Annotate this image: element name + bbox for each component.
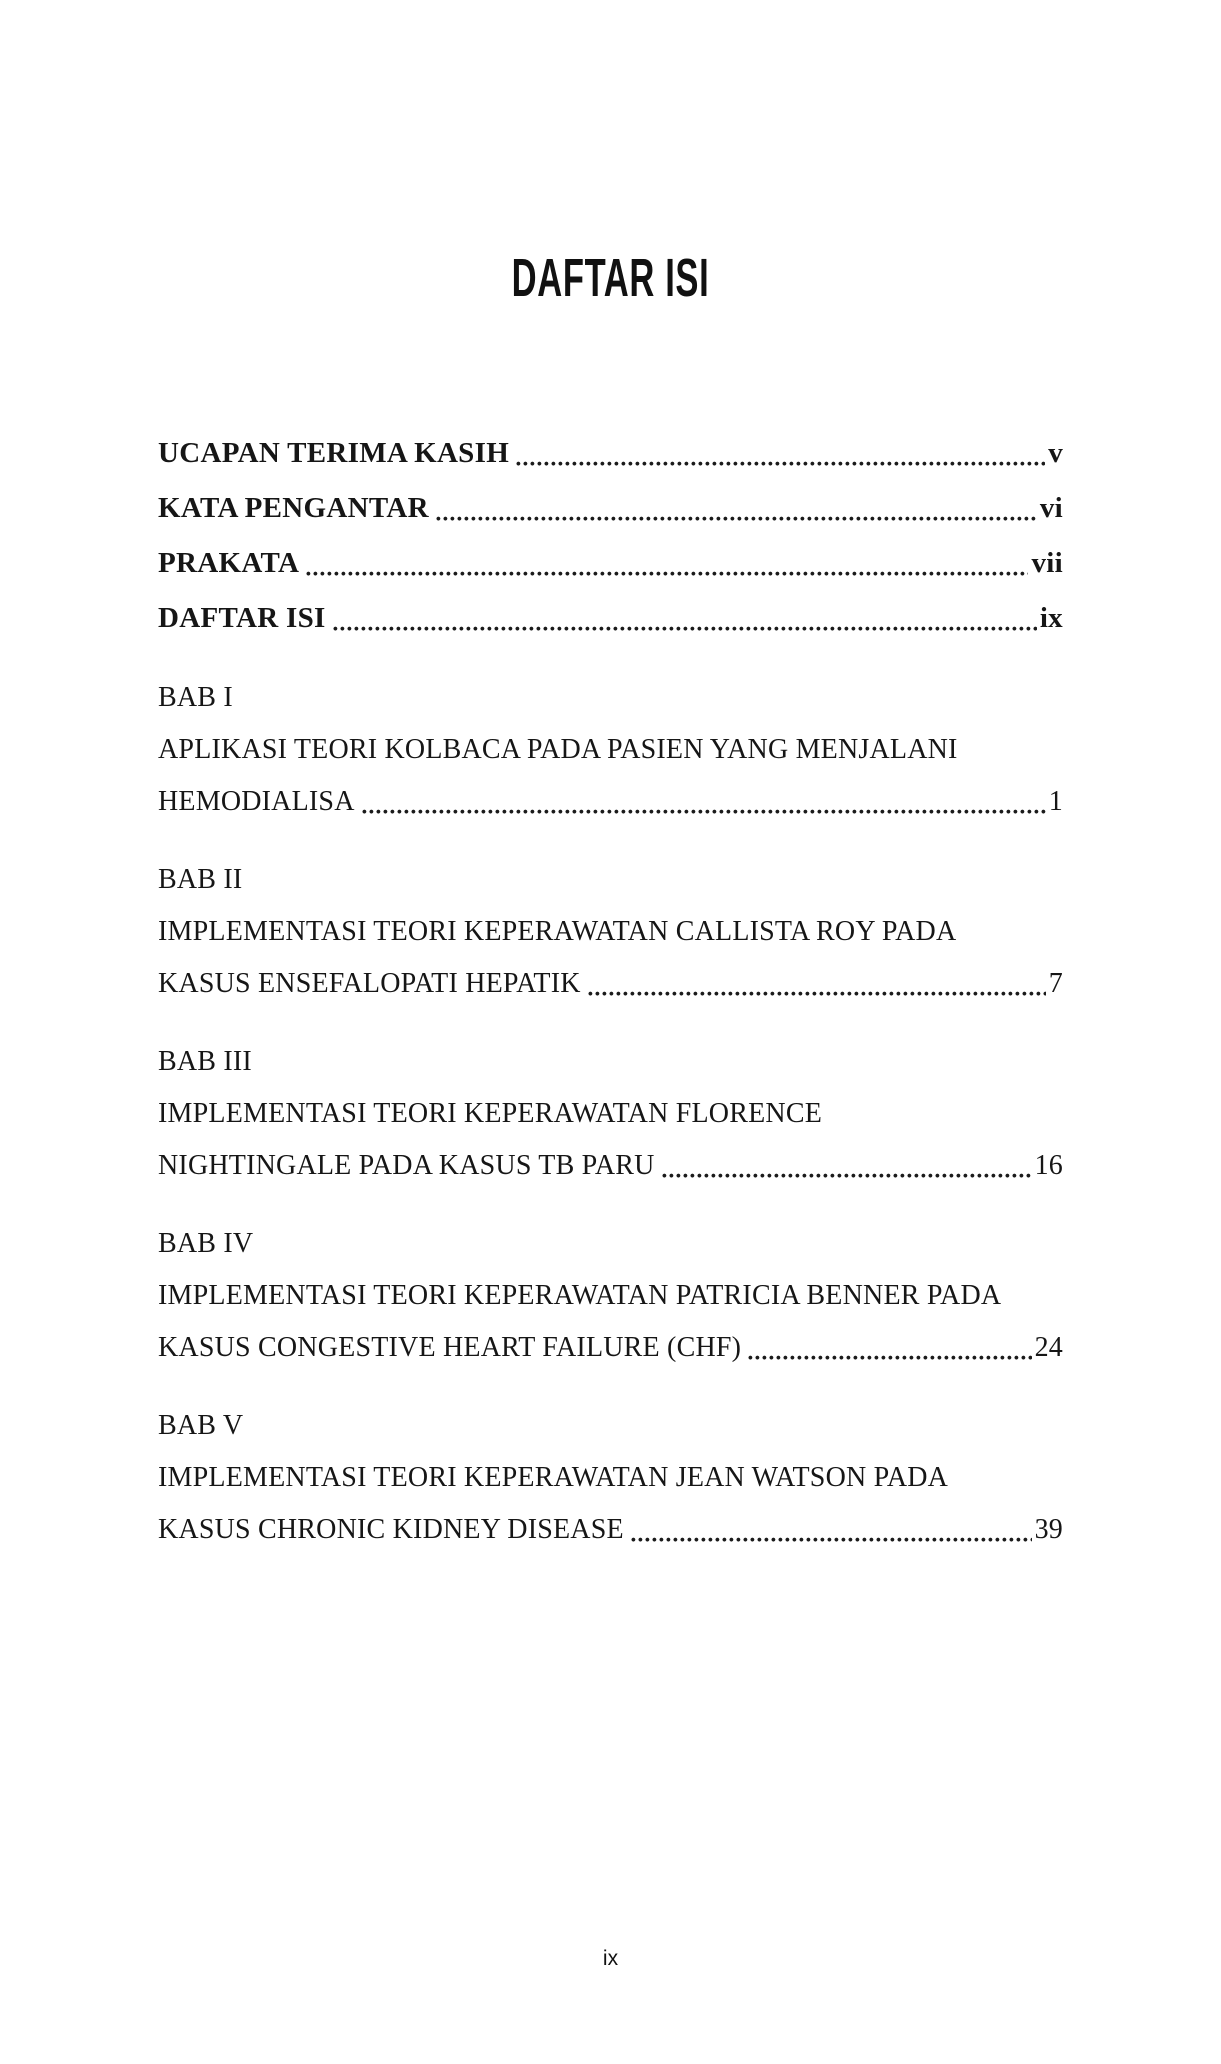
toc-entry-bab-4[interactable] — [158, 1322, 1063, 1374]
chapter-number: BAB V — [158, 1410, 244, 1441]
toc-entry-label: PRAKATA — [158, 547, 300, 579]
front-matter-list — [158, 426, 1063, 646]
chapter-title-line: IMPLEMENTASI TEORI KEPERAWATAN JEAN WATSON PADA — [158, 1462, 949, 1493]
toc-entry-page: 1 — [1048, 786, 1063, 817]
toc-entry-ucapan-terima-kasih[interactable] — [158, 426, 1063, 481]
chapter-title-line: KASUS CHRONIC KIDNEY DISEASE — [158, 1514, 624, 1545]
dot-leader — [436, 516, 1037, 521]
toc-entry-page: 24 — [1034, 1332, 1063, 1363]
dot-leader — [588, 991, 1046, 996]
chapter-list — [158, 672, 1063, 1556]
toc-entry-label: DAFTAR ISI — [158, 602, 326, 634]
toc-chapter-bab-5 — [158, 1400, 1063, 1556]
toc-entry-page: vi — [1039, 492, 1063, 524]
toc-entry-prakata[interactable] — [158, 536, 1063, 591]
toc-entry-page: vii — [1031, 547, 1063, 579]
toc-entry-page: 16 — [1034, 1150, 1063, 1181]
toc-page — [0, 248, 1221, 2064]
chapter-title-line: IMPLEMENTASI TEORI KEPERAWATAN PATRICIA BENNER PADA — [158, 1280, 1002, 1311]
toc-chapter-bab-1 — [158, 672, 1063, 828]
chapter-title-line: HEMODIALISA — [158, 786, 355, 817]
chapter-number: BAB I — [158, 682, 233, 713]
dot-leader — [516, 461, 1045, 466]
toc-chapter-bab-4 — [158, 1218, 1063, 1374]
chapter-title-line: IMPLEMENTASI TEORI KEPERAWATAN CALLISTA ROY PADA — [158, 916, 957, 947]
dot-leader — [362, 809, 1046, 814]
chapter-title-line: KASUS CONGESTIVE HEART FAILURE (CHF) — [158, 1332, 742, 1363]
toc-chapter-bab-2 — [158, 854, 1063, 1010]
page-title — [158, 248, 1063, 308]
toc-entry-bab-2[interactable] — [158, 958, 1063, 1010]
toc-entry-page: ix — [1039, 602, 1063, 634]
toc-entry-bab-5[interactable] — [158, 1504, 1063, 1556]
dot-leader — [748, 1355, 1031, 1360]
dot-leader — [631, 1537, 1032, 1542]
chapter-number: BAB II — [158, 864, 243, 895]
chapter-title-line: IMPLEMENTASI TEORI KEPERAWATAN FLORENCE — [158, 1098, 822, 1129]
toc-entry-daftar-isi[interactable] — [158, 591, 1063, 646]
dot-leader — [662, 1173, 1032, 1178]
toc-entry-bab-1[interactable] — [158, 776, 1063, 828]
toc-chapter-bab-3 — [158, 1036, 1063, 1192]
toc-entry-page: 7 — [1048, 968, 1063, 999]
chapter-title-line: APLIKASI TEORI KOLBACA PADA PASIEN YANG MENJALANI — [158, 734, 958, 765]
dot-leader — [333, 626, 1037, 631]
toc-entry-label: KATA PENGANTAR — [158, 492, 429, 524]
page-number: ix — [602, 1947, 619, 1970]
chapter-number: BAB IV — [158, 1228, 254, 1259]
toc-entry-label: UCAPAN TERIMA KASIH — [158, 437, 510, 469]
toc-entry-kata-pengantar[interactable] — [158, 481, 1063, 536]
toc-entry-bab-3[interactable] — [158, 1140, 1063, 1192]
toc-entry-page: v — [1048, 437, 1063, 469]
chapter-number: BAB III — [158, 1046, 252, 1077]
toc-content — [0, 248, 1221, 1556]
page-title-text: DAFTAR ISI — [511, 248, 710, 308]
toc-entry-page: 39 — [1034, 1514, 1063, 1545]
chapter-title-line: KASUS ENSEFALOPATI HEPATIK — [158, 968, 581, 999]
dot-leader — [306, 571, 1028, 576]
chapter-title-line: NIGHTINGALE PADA KASUS TB PARU — [158, 1150, 655, 1181]
